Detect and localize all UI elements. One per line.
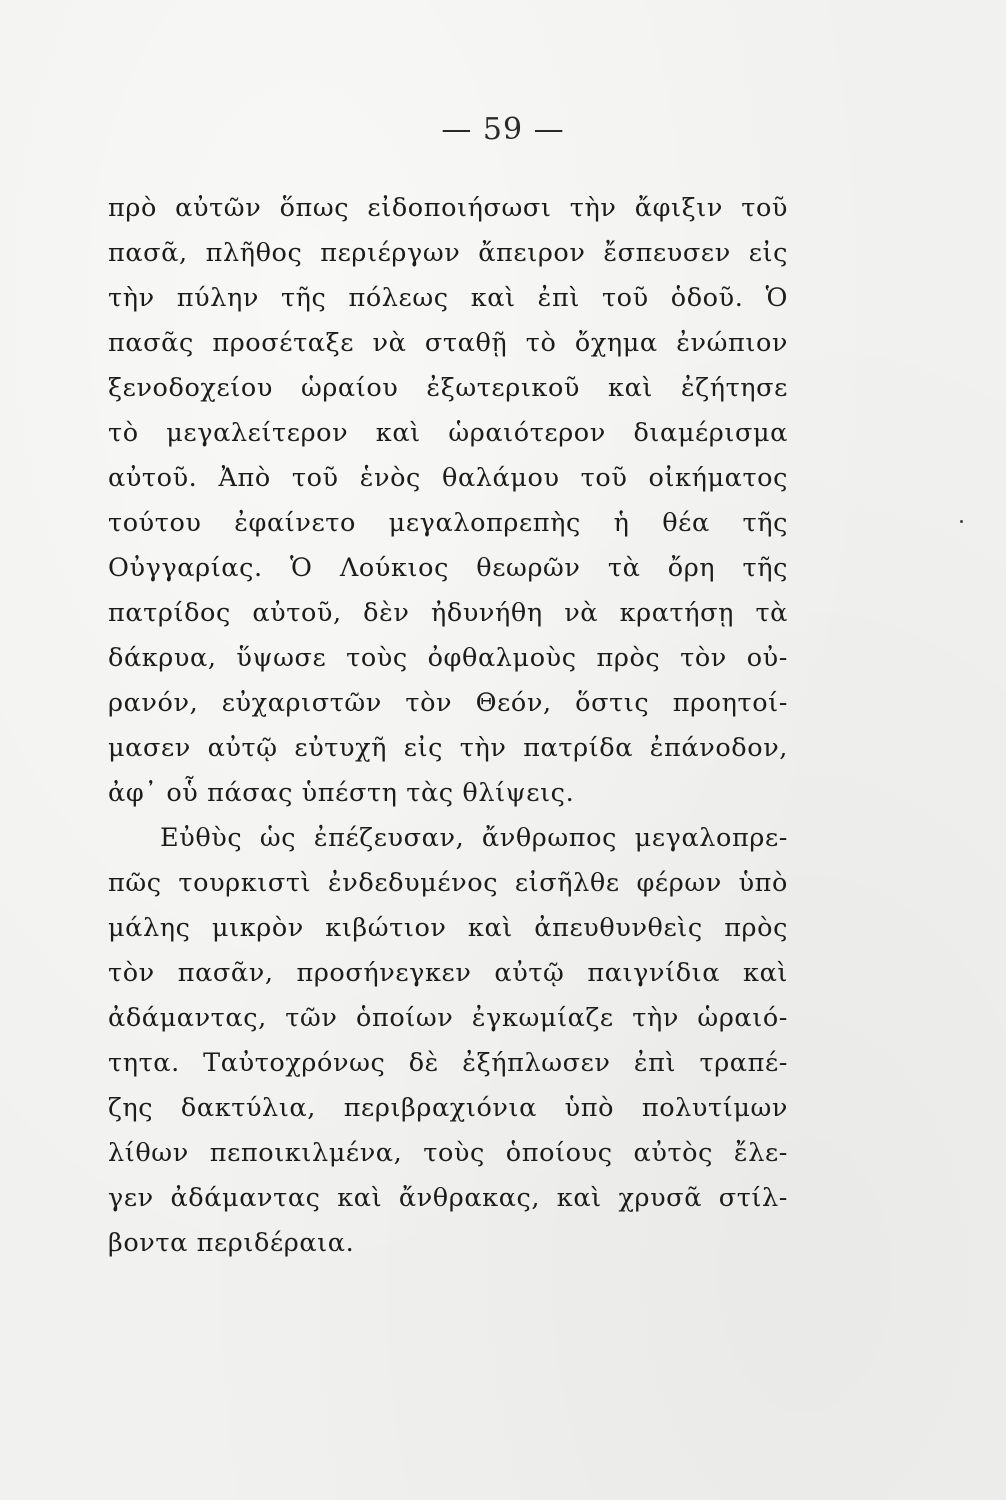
- text-line: μασεν αὐτῷ εὐτυχῆ εἰς τὴν πατρίδα ἐπάνοδον,: [108, 733, 788, 763]
- text-line: αὐτοῦ. Ἀπὸ τοῦ ἑνὸς θαλάμου τοῦ οἰκήματος: [108, 463, 788, 493]
- text-line: πασᾶ, πλῆθος περιέργων ἄπειρον ἔσπευσεν εἰς: [108, 238, 788, 268]
- text-line: ζης δακτύλια, περιβραχιόνια ὑπὸ πολυτίμων: [108, 1093, 788, 1123]
- text-line: Εὐθὺς ὡς ἐπέζευσαν, ἄνθρωπος μεγαλοπρε-: [160, 823, 788, 853]
- text-line: τὴν πύλην τῆς πόλεως καὶ ἐπὶ τοῦ ὁδοῦ. Ὁ: [108, 283, 788, 313]
- text-line: πῶς τουρκιστὶ ἐνδεδυμένος εἰσῆλθε φέρων ὑπὸ: [108, 868, 788, 898]
- text-line: γεν ἀδάμαντας καὶ ἄνθρακας, καὶ χρυσᾶ στίλ-: [108, 1183, 788, 1213]
- text-line: ξενοδοχείου ὡραίου ἐξωτερικοῦ καὶ ἐζήτησε: [108, 373, 788, 403]
- text-line: τὸν πασᾶν, προσήνεγκεν αὐτῷ παιγνίδια καὶ: [108, 958, 788, 988]
- text-line: πασᾶς προσέταξε νὰ σταθῇ τὸ ὄχημα ἐνώπιον: [108, 328, 788, 358]
- body-text: [108, 186, 788, 1266]
- text-line: τούτου ἐφαίνετο μεγαλοπρεπὴς ἡ θέα τῆς: [108, 508, 788, 538]
- text-line: ἀφ᾽ οὗ πάσας ὑπέστη τὰς θλίψεις.: [108, 778, 575, 808]
- text-line: πρὸ αὐτῶν ὅπως εἰδοποιήσωσι τὴν ἄφιξιν τοῦ: [108, 193, 788, 223]
- text-line: λίθων πεποικιλμένα, τοὺς ὁποίους αὐτὸς ἔλε-: [108, 1138, 788, 1168]
- ink-speck: [960, 520, 963, 523]
- page-number: — 59 —: [441, 112, 565, 147]
- text-line: ἀδάμαντας, τῶν ὁποίων ἐγκωμίαζε τὴν ὡραιό-: [108, 1003, 788, 1033]
- text-line: μάλης μικρὸν κιβώτιον καὶ ἀπευθυνθεὶς πρὸς: [108, 913, 788, 943]
- text-line: βοντα περιδέραια.: [108, 1228, 355, 1258]
- text-line: Οὐγγαρίας. Ὁ Λούκιος θεωρῶν τὰ ὄρη τῆς: [108, 553, 788, 583]
- text-line: τὸ μεγαλείτερον καὶ ὡραιότερον διαμέρισμα: [108, 418, 788, 448]
- text-line: δάκρυα, ὕψωσε τοὺς ὀφθαλμοὺς πρὸς τὸν οὐ-: [108, 643, 788, 673]
- text-line: πατρίδος αὐτοῦ, δὲν ἠδυνήθη νὰ κρατήσῃ τὰ: [108, 598, 788, 628]
- text-line: τητα. Ταὐτοχρόνως δὲ ἐξήπλωσεν ἐπὶ τραπέ-: [108, 1048, 788, 1078]
- text-line: ρανόν, εὐχαριστῶν τὸν Θεόν, ὅστις προητοί-: [108, 688, 788, 718]
